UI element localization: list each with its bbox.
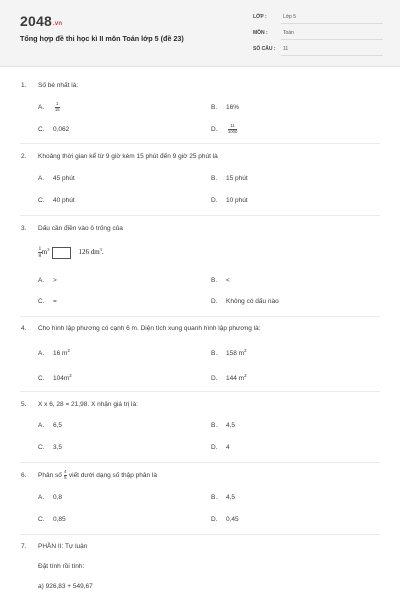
option-value: 144 m [226,375,245,383]
answer-blank-box[interactable] [52,247,71,259]
fraction-numerator: 11 [228,124,238,130]
option-c[interactable] [38,298,57,305]
logo-text: 2048 [20,13,52,29]
question-text-before: Phân số [38,471,62,479]
option-b[interactable] [211,348,247,357]
fraction-denominator: 15 [54,106,60,112]
meta-row-subject [253,28,383,40]
comparison-expression [38,246,104,259]
option-b[interactable] [211,277,230,284]
logo-suffix: .vn [52,21,63,27]
option-letter: A. [38,422,45,429]
option-letter: C. [38,298,45,305]
option-value: 4,5 [226,494,236,501]
option-letter: A. [38,103,45,111]
option-d[interactable] [211,298,279,305]
option-letter: D. [211,298,218,305]
option-letter: B. [211,104,218,111]
option-letter: D. [211,516,218,523]
option-letter: B. [211,422,218,429]
option-value: = [53,298,57,305]
option-letter: B. [211,175,218,182]
question-number: 7. [21,543,27,550]
option-letter: D. [211,125,218,133]
question-number: 6. [21,472,27,479]
option-c[interactable] [38,197,75,204]
question-text: Dấu cần điền vào ô trống của [38,225,123,232]
option-value: 0,062 [53,126,70,133]
question-number: 1. [21,82,27,89]
meta-value: 11 [283,46,289,52]
option-value: 40 phút [53,197,75,204]
option-d[interactable] [211,197,248,204]
option-value: 4 [226,444,230,451]
fraction-numerator: 4 [64,469,67,474]
option-letter: A. [38,175,45,182]
option-letter: A. [38,494,45,501]
option-a[interactable] [38,422,62,429]
question-number: 3. [21,225,27,232]
expression-right: 126 dm [78,248,100,257]
option-value: 16 m [53,350,68,358]
instruction-text: Đặt tính rồi tính: [38,563,85,570]
question-text: Cho hình lập phương có cạnh 6 m. Diện tích xung quanh hình lập phương là: [38,325,261,332]
meta-label: LỚP : [253,14,267,20]
meta-value: Lớp 5 [283,14,297,20]
option-letter: C. [38,516,45,523]
essay-item-a: a) 926,83 + 549,67 [38,583,93,590]
option-value: 45 phút [53,175,75,182]
option-letter: D. [211,197,218,204]
fraction-denominator: 5 [64,474,67,480]
question-number: 2. [21,153,27,160]
option-value: 158 m [226,350,245,358]
question-number: 5. [21,401,27,408]
option-exponent: 2 [244,348,247,353]
option-a[interactable] [38,494,62,501]
meta-label: MÔN : [253,30,268,36]
meta-underline [281,23,383,24]
question-divider [20,316,380,317]
question-divider [20,534,380,535]
option-d[interactable] [211,373,247,382]
question-divider [20,391,380,392]
part-heading: PHẦN II: Tự luận [38,543,88,550]
option-b[interactable] [211,494,235,501]
meta-underline [281,39,383,40]
option-letter: C. [38,375,45,383]
option-value: Không có dấu nào [226,298,279,305]
option-value: 4,5 [226,422,236,429]
option-b[interactable] [211,422,235,429]
option-exponent: 2 [67,348,70,353]
fraction-denominator: 1000 [227,128,238,134]
option-a[interactable] [38,277,57,284]
fraction-numerator: 1 [56,101,59,106]
expression-tail: . [101,248,104,257]
option-d[interactable] [211,444,230,451]
question-text: Số bé nhất là: [38,82,79,89]
option-value: < [226,277,230,284]
option-c[interactable] [38,373,72,382]
question-text: X x 6, 28 = 21,98. X nhận giá trị là: [38,401,138,408]
option-value: 0,85 [53,516,66,523]
meta-label: SỐ CÂU : [253,46,276,52]
option-c[interactable] [38,444,62,451]
document-header [0,0,400,67]
option-value: 6,5 [53,422,63,429]
question-number: 4. [21,325,27,332]
option-exponent: 2 [244,373,247,378]
option-letter: D. [211,444,218,451]
meta-value: Toán [283,30,294,36]
meta-row-count [253,44,383,56]
option-letter: D. [211,375,218,383]
option-letter: A. [38,350,45,358]
option-letter: A. [38,277,45,284]
option-letter: B. [211,350,218,358]
question-fraction [64,470,67,480]
option-letter: C. [38,197,45,204]
option-letter: B. [211,494,218,501]
option-a[interactable] [38,175,75,182]
logo[interactable] [20,13,62,29]
option-value: 104m [53,375,70,383]
question-text: Khoảng thời gian kể từ 9 giờ kém 15 phút đến 9 giờ 25 phút là [38,153,218,160]
option-value: 3,5 [53,444,63,451]
option-value: 0,8 [53,494,63,501]
option-value: 10 phút [226,197,248,204]
option-value: 16% [226,104,240,111]
option-c[interactable] [38,126,69,133]
option-b[interactable] [211,175,248,182]
option-letter: B. [211,277,218,284]
question-divider [20,215,380,216]
option-b[interactable] [211,104,239,111]
option-exponent: 2 [69,373,72,378]
option-letter: C. [38,444,45,451]
expression-unit: m [41,248,48,257]
option-value: 15 phút [226,175,248,182]
option-value: > [53,277,57,284]
option-a[interactable] [38,102,60,112]
option-fraction [228,124,238,134]
question-divider [20,143,380,144]
option-c[interactable] [38,516,66,523]
expression-exponent: 3 [99,246,102,252]
option-d[interactable] [211,124,237,134]
document-title: Tổng hợp đề thi học kì II môn Toán lớp 5 (đề 23) [20,34,184,43]
option-d[interactable] [211,516,239,523]
fraction-numerator: 1 [38,246,42,252]
fraction-denominator: 8 [38,253,42,259]
option-a[interactable] [38,348,70,357]
question-text-after: viết dưới dạng số thập phân là [68,471,157,479]
option-value: 0,45 [226,516,239,523]
question-text [38,470,157,480]
meta-row-class [253,12,383,24]
meta-underline [281,55,383,56]
option-fraction [55,102,60,112]
question-divider [20,462,380,463]
option-letter: C. [38,126,45,133]
expression-exponent: 3 [47,246,50,252]
